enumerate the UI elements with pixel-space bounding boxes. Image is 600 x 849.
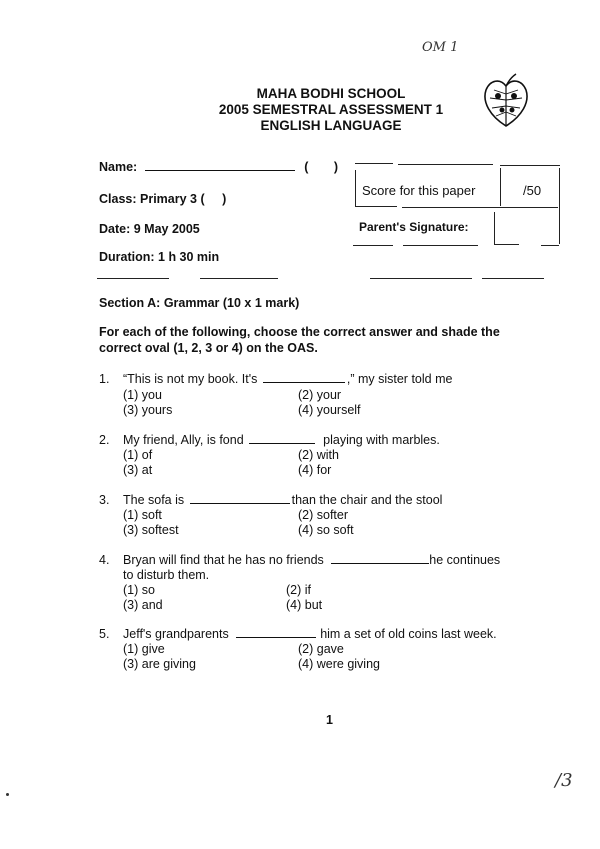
- assessment-title: 2005 SEMESTRAL ASSESSMENT 1: [218, 102, 444, 117]
- option: (4) for: [298, 463, 332, 477]
- question-number: 2.: [99, 433, 110, 447]
- parent-signature-label: Parent's Signature:: [359, 220, 469, 234]
- option: (2) softer: [298, 508, 349, 522]
- option: (3) at: [123, 463, 153, 477]
- option: (1) soft: [123, 508, 162, 522]
- register-number-close: ): [333, 160, 339, 174]
- class-close: ): [222, 192, 227, 206]
- bodhi-leaf-logo: [480, 72, 532, 135]
- duration-label: Duration: 1 h 30 min: [99, 250, 220, 264]
- option: (2) with: [298, 448, 339, 462]
- option: (3) softest: [123, 523, 179, 537]
- question-stem: “This is not my book. It's ,” my sister told me: [123, 372, 453, 386]
- question-stem: My friend, Ally, is fond playing with marbles.: [123, 433, 440, 447]
- name-label: Name:: [99, 160, 138, 174]
- option: (1) of: [123, 448, 153, 462]
- option: (2) if: [286, 583, 311, 597]
- divider-line: [370, 278, 472, 279]
- name-row: [99, 160, 338, 174]
- question-stem: Jeff's grandparents him a set of old coins last week.: [123, 627, 497, 641]
- instruction-line-2: correct oval (1, 2, 3 or 4) on the OAS.: [99, 341, 318, 355]
- question-number: 1.: [99, 372, 110, 386]
- class-row: [99, 192, 226, 206]
- name-field[interactable]: [145, 170, 295, 171]
- question-stem-continued: to disturb them.: [123, 568, 210, 582]
- score-total: /50: [523, 183, 542, 198]
- page-number: 1: [326, 713, 333, 727]
- option: (2) gave: [298, 642, 344, 656]
- section-title: Section A: Grammar (10 x 1 mark): [99, 296, 300, 310]
- option: (3) yours: [123, 403, 173, 417]
- answer-blank: [190, 503, 290, 504]
- divider-line: [200, 278, 278, 279]
- option: (4) but: [286, 598, 323, 612]
- answer-blank: [331, 563, 429, 564]
- option: (1) you: [123, 388, 162, 402]
- option: (3) are giving: [123, 657, 196, 671]
- instruction-line-1: For each of the following, choose the correct answer and shade the: [99, 325, 500, 339]
- subject-title: ENGLISH LANGUAGE: [260, 118, 402, 133]
- divider-line: [97, 278, 169, 279]
- question-number: 5.: [99, 627, 110, 641]
- school-name: MAHA BODHI SCHOOL: [256, 86, 406, 101]
- question-number: 4.: [99, 553, 110, 567]
- option: (4) so soft: [298, 523, 354, 537]
- scan-speck: [6, 793, 9, 796]
- answer-blank: [263, 382, 345, 383]
- question-number: 3.: [99, 493, 110, 507]
- question-stem: The sofa is than the chair and the stool: [123, 493, 443, 507]
- divider-line: [482, 278, 544, 279]
- option: (1) give: [123, 642, 165, 656]
- handwritten-mark: OM 1: [422, 40, 459, 55]
- score-label: Score for this paper: [362, 183, 476, 198]
- option: (1) so: [123, 583, 155, 597]
- date-label: Date: 9 May 2005: [99, 222, 200, 236]
- option: (4) were giving: [298, 657, 380, 671]
- option: (2) your: [298, 388, 342, 402]
- option: (4) yourself: [298, 403, 361, 417]
- class-label: Class: Primary 3 (: [99, 192, 205, 206]
- register-number-open: (: [304, 160, 309, 174]
- option: (3) and: [123, 598, 163, 612]
- answer-blank: [236, 637, 316, 638]
- handwritten-page-note: /3: [555, 770, 573, 791]
- question-stem: Bryan will find that he has no friends he continues: [123, 553, 501, 567]
- answer-blank: [249, 443, 315, 444]
